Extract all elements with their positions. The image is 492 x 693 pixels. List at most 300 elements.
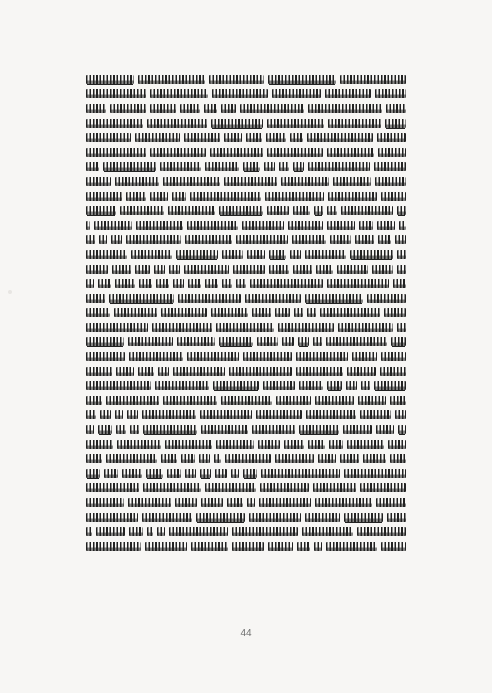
- glyph-word: [269, 265, 288, 274]
- glyph-word: [214, 454, 221, 463]
- glyph-word: [204, 104, 217, 113]
- glyph-word: [227, 498, 243, 507]
- glyph-word: [374, 162, 406, 171]
- glyph-word: [178, 294, 241, 303]
- glyph-word: [168, 206, 216, 215]
- glyph-word: [86, 323, 148, 332]
- glyph-word: [163, 396, 216, 405]
- glyph-word: [243, 352, 293, 361]
- glyph-word: [308, 104, 382, 113]
- glyph-word: [252, 425, 295, 434]
- text-line: [86, 72, 406, 87]
- glyph-word: [355, 235, 374, 244]
- glyph-word: [173, 367, 225, 376]
- glyph-word: [391, 337, 406, 346]
- glyph-word: [384, 308, 406, 317]
- glyph-word: [205, 483, 256, 492]
- text-line: [86, 437, 406, 452]
- glyph-word: [397, 206, 406, 215]
- glyph-word: [122, 469, 142, 478]
- glyph-word: [397, 250, 406, 259]
- glyph-word: [98, 279, 111, 288]
- glyph-word: [169, 265, 180, 274]
- binding-mark: [8, 290, 12, 294]
- glyph-word: [352, 352, 377, 361]
- glyph-word: [358, 396, 386, 405]
- glyph-word: [338, 323, 394, 332]
- glyph-word: [129, 527, 143, 536]
- glyph-word: [350, 250, 393, 259]
- glyph-word: [86, 148, 146, 157]
- glyph-word: [308, 440, 324, 449]
- text-line: [86, 422, 406, 437]
- glyph-word: [305, 250, 346, 259]
- glyph-word: [86, 133, 131, 142]
- glyph-word: [86, 498, 124, 507]
- glyph-word: [333, 177, 371, 186]
- text-line: [86, 393, 406, 408]
- glyph-word: [381, 192, 406, 201]
- glyph-word: [288, 221, 323, 230]
- glyph-word: [154, 265, 165, 274]
- glyph-word: [343, 425, 373, 434]
- glyph-word: [307, 133, 372, 142]
- glyph-word: [284, 440, 304, 449]
- text-line: [86, 539, 406, 554]
- glyph-word: [86, 104, 106, 113]
- glyph-word: [325, 89, 371, 98]
- glyph-word: [136, 221, 183, 230]
- glyph-word: [395, 235, 406, 244]
- glyph-word: [139, 279, 152, 288]
- glyph-word: [211, 308, 248, 317]
- glyph-word: [340, 454, 358, 463]
- glyph-word: [86, 483, 139, 492]
- text-line: [86, 262, 406, 277]
- glyph-word: [298, 337, 309, 346]
- glyph-word: [116, 367, 134, 376]
- glyph-word: [231, 469, 239, 478]
- glyph-word: [290, 250, 301, 259]
- glyph-word: [158, 367, 169, 376]
- glyph-word: [150, 148, 206, 157]
- glyph-word: [269, 250, 286, 259]
- glyph-word: [184, 133, 220, 142]
- glyph-word: [86, 367, 112, 376]
- glyph-word: [229, 367, 292, 376]
- glyph-word: [169, 527, 228, 536]
- text-line: [86, 218, 406, 233]
- glyph-word: [116, 425, 126, 434]
- glyph-word: [104, 469, 118, 478]
- text-line: [86, 203, 406, 218]
- glyph-word: [377, 221, 395, 230]
- glyph-word: [221, 104, 236, 113]
- glyph-word: [296, 367, 343, 376]
- glyph-word: [377, 133, 406, 142]
- glyph-word: [177, 337, 215, 346]
- glyph-word: [216, 440, 254, 449]
- glyph-word: [86, 425, 94, 434]
- glyph-word: [127, 410, 137, 419]
- glyph-word: [327, 221, 355, 230]
- glyph-word: [386, 104, 406, 113]
- glyph-word: [266, 133, 286, 142]
- glyph-word: [147, 119, 207, 128]
- glyph-word: [86, 294, 105, 303]
- glyph-word: [296, 352, 348, 361]
- glyph-word: [120, 206, 163, 215]
- glyph-word: [326, 542, 377, 551]
- glyph-word: [247, 250, 264, 259]
- glyph-word: [330, 235, 351, 244]
- glyph-word: [196, 513, 244, 522]
- glyph-word: [314, 542, 322, 551]
- glyph-word: [261, 469, 340, 478]
- glyph-word: [329, 440, 344, 449]
- glyph-word: [275, 308, 290, 317]
- glyph-word: [344, 513, 383, 522]
- glyph-word: [86, 250, 127, 259]
- glyph-word: [360, 410, 391, 419]
- glyph-word: [100, 410, 110, 419]
- glyph-word: [327, 206, 338, 215]
- glyph-word: [152, 323, 212, 332]
- glyph-word: [306, 410, 356, 419]
- glyph-word: [86, 265, 108, 274]
- glyph-word: [205, 279, 218, 288]
- glyph-text-block: [86, 72, 406, 554]
- glyph-word: [380, 367, 406, 376]
- glyph-word: [281, 177, 329, 186]
- glyph-word: [99, 235, 108, 244]
- glyph-word: [293, 265, 312, 274]
- glyph-word: [86, 235, 95, 244]
- glyph-word: [106, 396, 159, 405]
- glyph-word: [185, 469, 196, 478]
- glyph-word: [372, 265, 394, 274]
- glyph-word: [111, 235, 122, 244]
- glyph-word: [327, 381, 342, 390]
- glyph-word: [211, 119, 264, 128]
- glyph-word: [398, 425, 406, 434]
- glyph-word: [117, 440, 161, 449]
- text-line: [86, 116, 406, 131]
- glyph-word: [147, 527, 153, 536]
- glyph-word: [276, 396, 311, 405]
- glyph-word: [346, 381, 357, 390]
- glyph-word: [205, 162, 239, 171]
- glyph-word: [200, 410, 252, 419]
- glyph-word: [272, 89, 322, 98]
- glyph-word: [86, 89, 146, 98]
- glyph-word: [106, 454, 157, 463]
- glyph-word: [161, 308, 207, 317]
- glyph-word: [302, 527, 353, 536]
- glyph-word: [236, 279, 246, 288]
- glyph-word: [263, 381, 296, 390]
- glyph-word: [109, 294, 174, 303]
- glyph-word: [268, 75, 336, 84]
- glyph-word: [256, 410, 302, 419]
- glyph-word: [222, 250, 244, 259]
- text-line: [86, 145, 406, 160]
- glyph-word: [114, 308, 157, 317]
- glyph-word: [381, 352, 406, 361]
- glyph-word: [361, 381, 370, 390]
- glyph-word: [221, 396, 272, 405]
- glyph-word: [347, 440, 383, 449]
- glyph-word: [315, 396, 354, 405]
- glyph-word: [86, 542, 141, 551]
- glyph-word: [86, 177, 111, 186]
- glyph-word: [278, 323, 334, 332]
- glyph-word: [245, 294, 301, 303]
- glyph-word: [142, 513, 192, 522]
- glyph-word: [86, 75, 134, 84]
- glyph-word: [258, 440, 280, 449]
- glyph-word: [86, 469, 100, 478]
- glyph-word: [86, 440, 113, 449]
- glyph-word: [201, 425, 248, 434]
- glyph-word: [375, 177, 406, 186]
- glyph-word: [86, 119, 143, 128]
- glyph-word: [219, 337, 253, 346]
- glyph-word: [224, 133, 242, 142]
- glyph-word: [243, 162, 260, 171]
- glyph-word: [103, 162, 156, 171]
- glyph-word: [150, 104, 176, 113]
- glyph-word: [188, 279, 201, 288]
- glyph-word: [299, 425, 338, 434]
- glyph-word: [86, 337, 124, 346]
- glyph-word: [86, 454, 102, 463]
- text-line: [86, 174, 406, 189]
- glyph-word: [313, 483, 357, 492]
- glyph-word: [184, 265, 229, 274]
- glyph-word: [249, 513, 301, 522]
- glyph-word: [115, 177, 159, 186]
- glyph-word: [212, 89, 268, 98]
- text-line: [86, 364, 406, 379]
- glyph-word: [347, 367, 376, 376]
- page-number: 44: [240, 628, 252, 639]
- glyph-word: [376, 498, 406, 507]
- glyph-word: [126, 235, 182, 244]
- text-line: [86, 408, 406, 423]
- glyph-word: [232, 542, 264, 551]
- glyph-word: [374, 381, 407, 390]
- glyph-word: [313, 337, 322, 346]
- glyph-word: [86, 527, 92, 536]
- glyph-word: [328, 192, 377, 201]
- glyph-word: [247, 498, 255, 507]
- glyph-word: [316, 265, 333, 274]
- glyph-word: [357, 527, 406, 536]
- glyph-word: [259, 498, 311, 507]
- glyph-word: [267, 148, 323, 157]
- glyph-word: [232, 527, 297, 536]
- text-line: [86, 276, 406, 291]
- glyph-word: [138, 75, 204, 84]
- glyph-word: [257, 337, 278, 346]
- glyph-word: [86, 162, 99, 171]
- glyph-word: [233, 265, 265, 274]
- glyph-word: [115, 279, 136, 288]
- glyph-word: [128, 337, 173, 346]
- glyph-word: [381, 542, 406, 551]
- text-line: [86, 451, 406, 466]
- glyph-word: [156, 279, 169, 288]
- glyph-word: [260, 483, 309, 492]
- glyph-word: [98, 425, 112, 434]
- glyph-word: [320, 308, 381, 317]
- text-line: [86, 130, 406, 145]
- glyph-word: [161, 454, 177, 463]
- glyph-word: [86, 221, 90, 230]
- glyph-word: [337, 265, 367, 274]
- glyph-word: [385, 119, 406, 128]
- text-line: [86, 495, 406, 510]
- glyph-word: [236, 235, 287, 244]
- glyph-word: [294, 308, 303, 317]
- glyph-word: [112, 265, 131, 274]
- glyph-word: [293, 206, 310, 215]
- glyph-word: [252, 308, 272, 317]
- glyph-word: [360, 483, 406, 492]
- glyph-word: [86, 410, 96, 419]
- glyph-word: [150, 89, 208, 98]
- glyph-word: [86, 206, 116, 215]
- glyph-word: [246, 133, 262, 142]
- glyph-word: [305, 513, 340, 522]
- glyph-word: [86, 381, 151, 390]
- text-line: [86, 87, 406, 102]
- glyph-word: [157, 527, 165, 536]
- glyph-word: [267, 119, 324, 128]
- glyph-word: [210, 148, 264, 157]
- glyph-word: [138, 367, 154, 376]
- text-line: [86, 466, 406, 481]
- glyph-word: [265, 192, 323, 201]
- glyph-word: [327, 148, 374, 157]
- glyph-word: [387, 513, 406, 522]
- glyph-word: [165, 440, 212, 449]
- glyph-word: [305, 294, 363, 303]
- glyph-word: [86, 308, 110, 317]
- text-line: [86, 335, 406, 350]
- glyph-word: [131, 250, 172, 259]
- text-line: [86, 233, 406, 248]
- glyph-word: [172, 192, 186, 201]
- glyph-word: [215, 469, 226, 478]
- glyph-word: [328, 119, 381, 128]
- text-line: [86, 247, 406, 262]
- glyph-word: [190, 192, 262, 201]
- glyph-word: [318, 454, 336, 463]
- text-line: [86, 510, 406, 525]
- glyph-word: [110, 104, 146, 113]
- glyph-word: [268, 542, 293, 551]
- glyph-word: [180, 104, 200, 113]
- glyph-word: [199, 454, 211, 463]
- glyph-word: [279, 162, 290, 171]
- glyph-word: [145, 542, 187, 551]
- glyph-word: [216, 323, 274, 332]
- text-line: [86, 160, 406, 175]
- glyph-word: [307, 308, 316, 317]
- glyph-word: [143, 425, 196, 434]
- glyph-word: [86, 279, 94, 288]
- glyph-word: [146, 469, 163, 478]
- glyph-word: [267, 206, 289, 215]
- glyph-word: [86, 352, 125, 361]
- glyph-word: [200, 469, 211, 478]
- glyph-word: [314, 206, 323, 215]
- glyph-word: [399, 221, 406, 230]
- glyph-word: [126, 192, 146, 201]
- glyph-word: [185, 235, 232, 244]
- glyph-word: [167, 469, 181, 478]
- text-line: [86, 349, 406, 364]
- glyph-word: [397, 323, 406, 332]
- glyph-word: [115, 410, 123, 419]
- glyph-word: [201, 498, 223, 507]
- glyph-word: [378, 148, 406, 157]
- glyph-word: [250, 279, 322, 288]
- glyph-word: [224, 177, 278, 186]
- text-line: [86, 306, 406, 321]
- glyph-word: [222, 279, 232, 288]
- text-line: [86, 101, 406, 116]
- glyph-word: [191, 542, 229, 551]
- glyph-word: [315, 498, 371, 507]
- glyph-word: [297, 542, 310, 551]
- glyph-word: [340, 75, 406, 84]
- glyph-word: [175, 498, 197, 507]
- glyph-word: [163, 177, 220, 186]
- text-line: [86, 524, 406, 539]
- glyph-word: [282, 337, 295, 346]
- glyph-word: [327, 279, 389, 288]
- glyph-word: [395, 410, 405, 419]
- glyph-word: [213, 381, 258, 390]
- glyph-word: [243, 469, 257, 478]
- glyph-word: [363, 454, 386, 463]
- glyph-word: [128, 498, 170, 507]
- glyph-word: [86, 396, 102, 405]
- glyph-word: [135, 265, 150, 274]
- glyph-word: [94, 221, 133, 230]
- glyph-word: [359, 221, 373, 230]
- glyph-word: [344, 469, 406, 478]
- glyph-word: [390, 454, 406, 463]
- glyph-word: [393, 279, 406, 288]
- glyph-word: [173, 279, 183, 288]
- glyph-word: [299, 381, 323, 390]
- text-line: [86, 481, 406, 496]
- glyph-word: [264, 162, 275, 171]
- glyph-word: [341, 206, 393, 215]
- glyph-word: [376, 425, 394, 434]
- glyph-word: [308, 162, 370, 171]
- glyph-word: [290, 133, 303, 142]
- glyph-word: [130, 425, 140, 434]
- glyph-word: [86, 513, 138, 522]
- glyph-word: [292, 235, 326, 244]
- glyph-word: [209, 75, 264, 84]
- glyph-word: [326, 337, 388, 346]
